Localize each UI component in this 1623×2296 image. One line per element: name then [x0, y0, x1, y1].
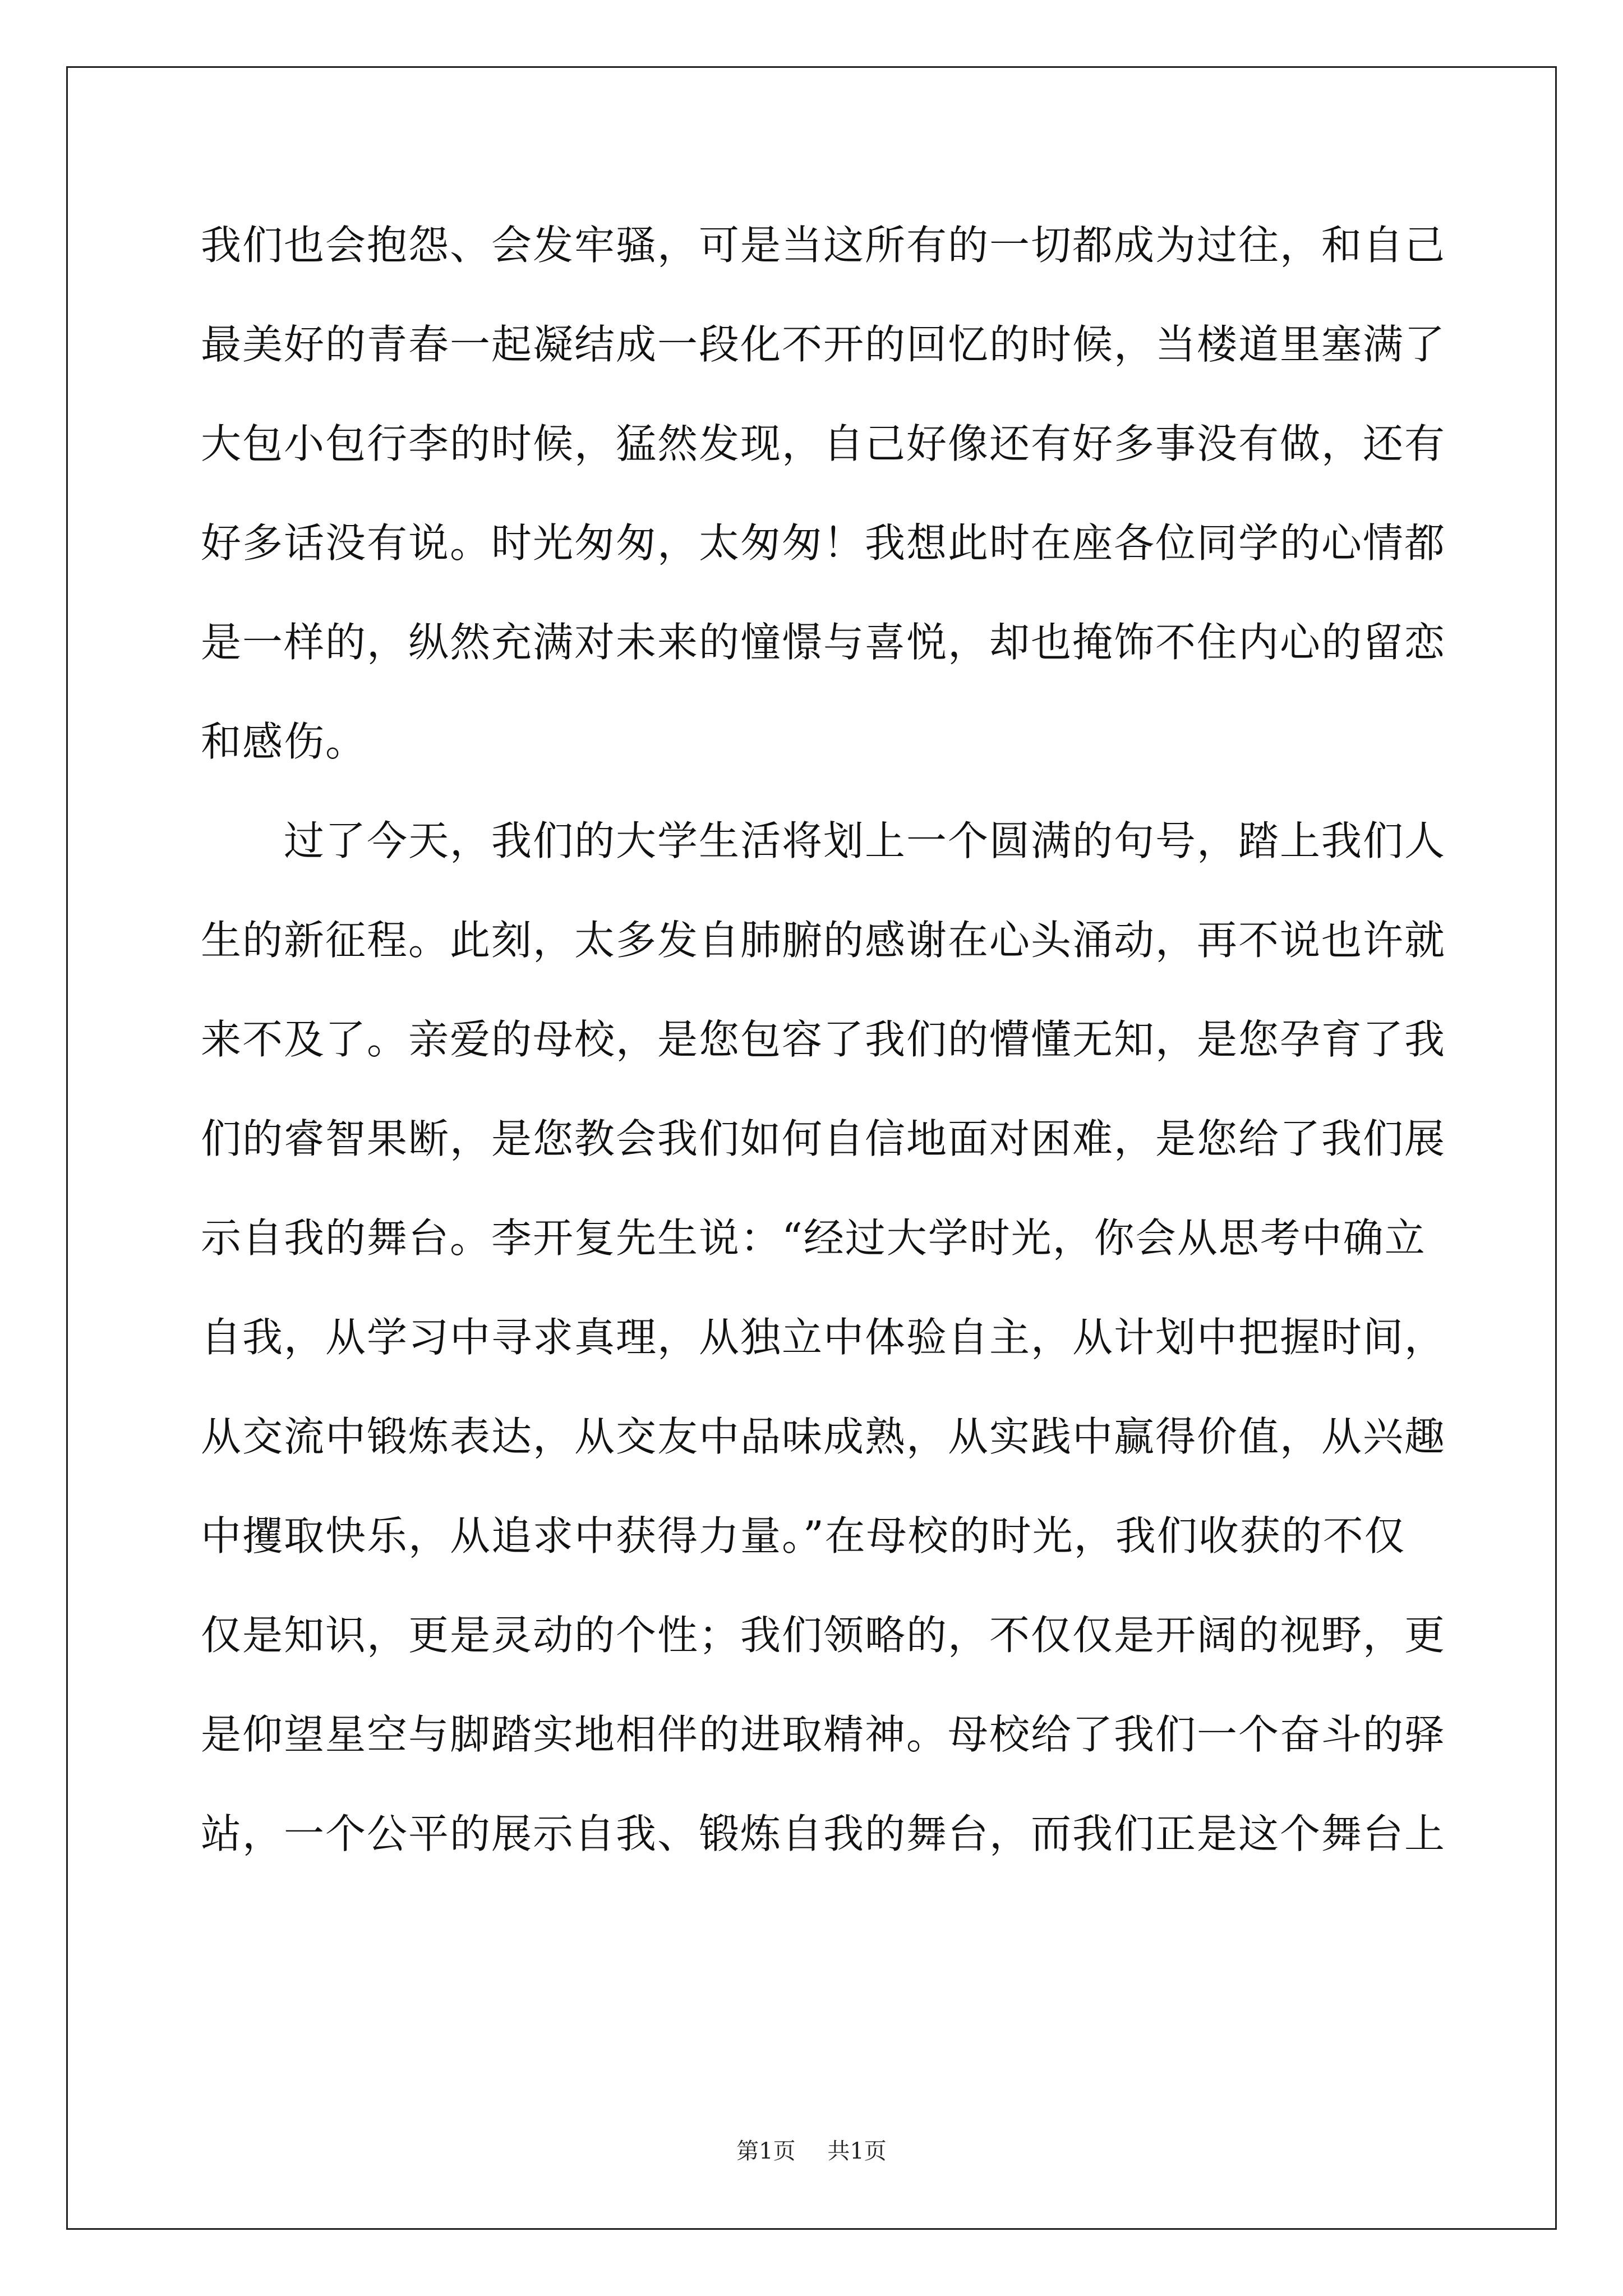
document-body — [201, 218, 1446, 1906]
text-line: 我们也会抱怨、会发牢骚，可是当这所有的一切都成为过往，和自己 — [201, 222, 1446, 269]
text-line: 站，一个公平的展示自我、锻炼自我的舞台，而我们正是这个舞台上 — [201, 1810, 1446, 1857]
page-number: 第1页 — [736, 2138, 796, 2164]
text-line: 自我，从学习中寻求真理，从独立中体验自主，从计划中把握时间， — [201, 1314, 1446, 1361]
text-line: 是仰望星空与脚踏实地相伴的进取精神。母校给了我们一个奋斗的驿 — [201, 1711, 1446, 1758]
text-line: 大包小包行李的时候，猛然发现，自己好像还有好多事没有做，还有 — [201, 420, 1446, 467]
text-line: 是一样的，纵然充满对未来的憧憬与喜悦，却也掩饰不住内心的留恋 — [201, 619, 1446, 666]
text-line: 中攫取快乐，从追求中获得力量。”在母校的时光，我们收获的不仅 — [201, 1512, 1406, 1559]
text-line: 仅是知识，更是灵动的个性；我们领略的，不仅仅是开阔的视野，更 — [201, 1612, 1446, 1659]
page-footer — [0, 2137, 1623, 2165]
text-line: 示自我的舞台。李开复先生说：“经过大学时光，你会从思考中确立 — [201, 1214, 1426, 1262]
text-line: 来不及了。亲爱的母校，是您包容了我们的懵懂无知，是您孕育了我 — [201, 1016, 1446, 1063]
text-line: 和感伤。 — [201, 718, 367, 765]
page-total: 共1页 — [827, 2138, 887, 2164]
text-line: 最美好的青春一起凝结成一段化不开的回忆的时候，当楼道里塞满了 — [201, 321, 1446, 368]
text-line: 们的睿智果断，是您教会我们如何自信地面对困难，是您给了我们展 — [201, 1115, 1446, 1162]
paragraph-start-line: 过了今天，我们的大学生活将划上一个圆满的句号，踏上我们人 — [284, 817, 1446, 864]
text-line: 从交流中锻炼表达，从交友中品味成熟，从实践中赢得价值，从兴趣 — [201, 1413, 1446, 1460]
text-line: 生的新征程。此刻，太多发自肺腑的感谢在心头涌动，再不说也许就 — [201, 917, 1446, 964]
text-line: 好多话没有说。时光匆匆，太匆匆！我想此时在座各位同学的心情都 — [201, 519, 1446, 567]
